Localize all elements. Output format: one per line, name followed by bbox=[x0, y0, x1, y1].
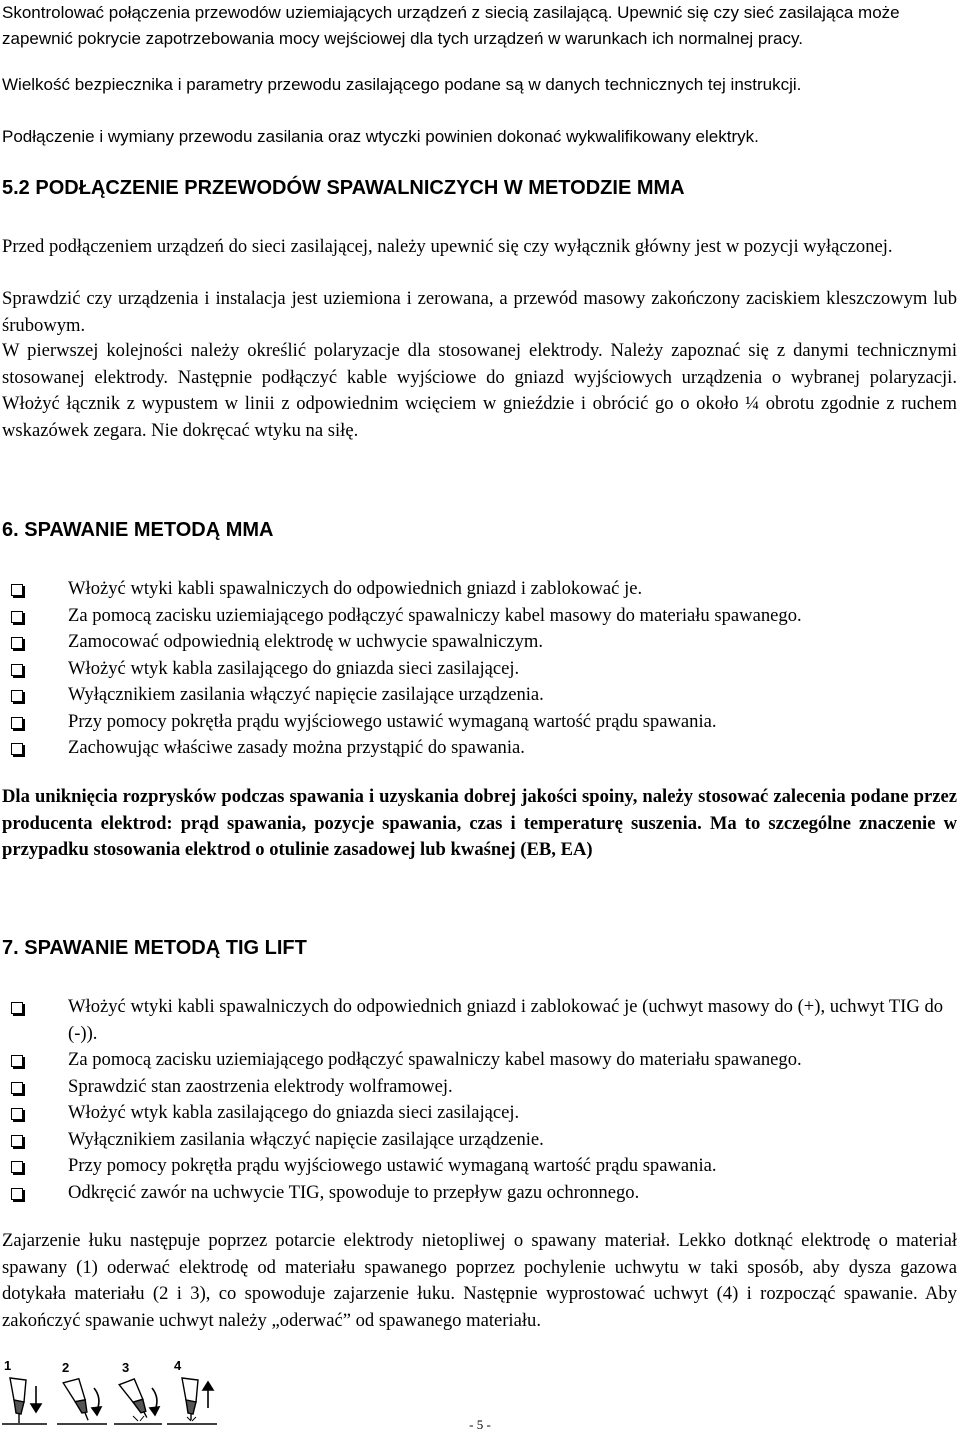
list-item: Zachowując właściwe zasady można przystąpić do spawania. bbox=[2, 735, 957, 762]
section-6-heading: 6. SPAWANIE METODĄ MMA bbox=[2, 519, 274, 541]
figure-label-2: 2 bbox=[62, 1360, 70, 1375]
list-item: Przy pomocy pokrętła prądu wyjściowego ustawić wymaganą wartość prądu spawania. bbox=[2, 1153, 957, 1180]
arrow-tilt-icon bbox=[92, 1388, 101, 1415]
checkbox-icon bbox=[11, 584, 23, 596]
checkbox-icon bbox=[11, 1055, 23, 1067]
arrow-up-icon bbox=[203, 1382, 213, 1408]
list-item: Sprawdzić stan zaostrzenia elektrody wolframowej. bbox=[2, 1074, 957, 1101]
section-7-paragraph: Zajarzenie łuku następuje poprzez potarcie elektrody nietopliwej o spawany materiał. Lekko dotknąć elektrodę o materiał spawany (1) oderwać elektrodę od materiału spawanego poprzez pochylenie uchwytu w taki sposób, aby dysza gazowa dotykała materiału (2 i 3), co spowoduje zajarzenie łuku. Następnie wyprostować uchwyt (4) i rozpocząć spawanie. Aby zakończyć spawanie uchwyt należy „oderwać” od spawanego materiału. bbox=[2, 1230, 957, 1331]
list-item: Przy pomocy pokrętła prądu wyjściowego ustawić wymaganą wartość prądu spawania. bbox=[2, 709, 957, 736]
section-7-heading: 7. SPAWANIE METODĄ TIG LIFT bbox=[2, 937, 307, 959]
section-6-checklist bbox=[2, 576, 957, 762]
section-5-2-paragraph-2: Sprawdzić czy urządzenia i instalacja jest uziemiona i zerowana, a przewód masowy zakończony zaciskiem kleszczowym lub śrubowym. bbox=[2, 288, 957, 336]
section-5-2-paragraph-1: Przed podłączeniem urządzeń do sieci zasilającej, należy upewnić się czy wyłącznik główny jest w pozycji wyłączonej. bbox=[2, 236, 893, 257]
list-item: Za pomocą zacisku uziemiającego podłączyć spawalniczy kabel masowy do materiału spawanego. bbox=[2, 1047, 957, 1074]
checkbox-icon bbox=[11, 611, 23, 623]
list-item: Wyłącznikiem zasilania włączyć napięcie zasilające urządzenia. bbox=[2, 682, 957, 709]
checkbox-icon bbox=[11, 637, 23, 649]
intro-paragraph-1: Skontrolować połączenia przewodów uziemiających urządzeń z siecią zasilającą. Upewnić się czy sieć zasilająca może zapewnić pokrycie zapotrzebowania mocy wejściowej dla tych urządzeń w warunkach ich normalnej pracy. bbox=[2, 3, 900, 48]
intro-paragraph-3: Podłączenie i wymiany przewodu zasilania oraz wtyczki powinien dokonać wykwalifikowany elektryk. bbox=[2, 127, 759, 146]
checkbox-icon bbox=[11, 1188, 23, 1200]
checkbox-icon bbox=[11, 690, 23, 702]
list-item: Włożyć wtyk kabla zasilającego do gniazda sieci zasilającej. bbox=[2, 1100, 957, 1127]
checkbox-icon bbox=[11, 1135, 23, 1147]
figure-label-3: 3 bbox=[122, 1360, 130, 1375]
torch-3-icon bbox=[119, 1377, 153, 1422]
section-6-note: Dla uniknięcia rozprysków podczas spawania i uzyskania dobrej jakości spoiny, należy stosować zalecenia podane przez producenta elektrod: prąd spawania, pozycje spawania, czas i temperaturę suszenia. Ma to szczególne znaczenie w przypadku stosowania elektrod o otulinie zasadowej lub kwaśnej (EB, EA) bbox=[2, 786, 957, 860]
list-item: Zamocować odpowiednią elektrodę w uchwycie spawalniczym. bbox=[2, 629, 957, 656]
section-5-2-paragraph-3: W pierwszej kolejności należy określić polaryzacje dla stosowanej elektrody. Należy zapoznać się z danymi technicznymi stosowanej elektrody. Następnie podłączyć kable wyjściowe do gniazd wyjściowych urządzenia o wybranej polaryzacji. Włożyć łącznik z wypustem w linii z odpowiednim wcięciem w gnieździe i obrócić go o około ¼ obrotu zgodnie z ruchem wskazówek zegara. Nie dokręcać wtyku na siłę. bbox=[2, 340, 957, 441]
list-item: Włożyć wtyk kabla zasilającego do gniazda sieci zasilającej. bbox=[2, 656, 957, 683]
page-number: - 5 - bbox=[469, 1417, 491, 1432]
checkbox-icon bbox=[11, 1002, 23, 1014]
section-7-checklist bbox=[2, 994, 957, 1206]
list-item: Włożyć wtyki kabli spawalniczych do odpowiednich gniazd i zablokować je. bbox=[2, 576, 957, 603]
checkbox-icon bbox=[11, 717, 23, 729]
torch-4-icon bbox=[182, 1378, 198, 1420]
checkbox-icon bbox=[11, 1161, 23, 1173]
checkbox-icon bbox=[11, 743, 23, 755]
list-item: Włożyć wtyki kabli spawalniczych do odpowiednich gniazd i zablokować je (uchwyt masowy do (+), uchwyt TIG do (-)). bbox=[2, 994, 957, 1047]
section-5-2-heading: 5.2 PODŁĄCZENIE PRZEWODÓW SPAWALNICZYCH W METODZIE MMA bbox=[2, 177, 685, 199]
list-item: Za pomocą zacisku uziemiającego podłączyć spawalniczy kabel masowy do materiału spawanego. bbox=[2, 603, 957, 630]
figure-label-1: 1 bbox=[4, 1358, 12, 1373]
list-item: Odkręcić zawór na uchwycie TIG, spowoduje to przepływ gazu ochronnego. bbox=[2, 1180, 957, 1207]
checkbox-icon bbox=[11, 1082, 23, 1094]
arrow-tilt-icon bbox=[150, 1388, 159, 1415]
checkbox-icon bbox=[11, 664, 23, 676]
arrow-down-icon bbox=[31, 1386, 41, 1412]
intro-paragraph-2: Wielkość bezpiecznika i parametry przewodu zasilającego podane są w danych technicznych tej instrukcji. bbox=[2, 75, 802, 94]
list-item: Wyłącznikiem zasilania włączyć napięcie zasilające urządzenie. bbox=[2, 1127, 957, 1154]
figure-label-4: 4 bbox=[174, 1358, 182, 1373]
checkbox-icon bbox=[11, 1108, 23, 1120]
